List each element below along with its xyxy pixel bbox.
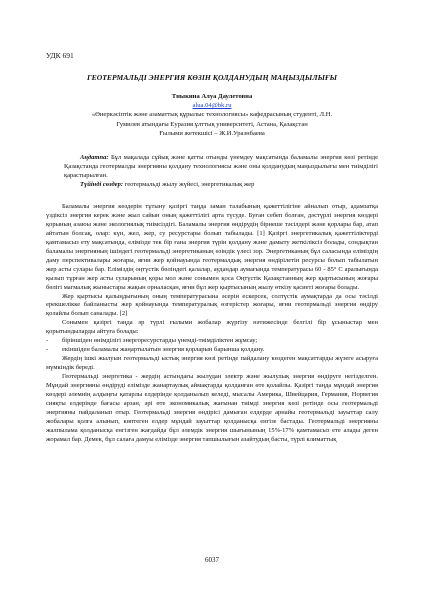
page-number: 6037 xyxy=(205,556,219,564)
abstract-label: Аңдатпа: xyxy=(80,154,109,161)
list-item: - біріншіден өнімділігі энергоресурстарды үнемді-тиімділіктен жұмсау; xyxy=(46,337,258,345)
author-email-link[interactable]: alua.04@bk.ru xyxy=(192,102,232,110)
abstract xyxy=(64,153,378,181)
author-name: Тныкина Алуа Даулетовна xyxy=(171,93,253,100)
article-body xyxy=(46,203,378,445)
article-title: ГЕОТЕРМАЛЬДІ ЭНЕРГИЯ КӨЗІН ҚОЛДАНУДЫҢ МАҢЫЗДЫЛЫҒЫ xyxy=(86,73,338,82)
keywords-text: геотермальді жылу жүйесі, энергетикалық жер xyxy=(123,181,255,188)
supervisor-line: Ғылыми жетекшісі – Ж.И.Уразнбаева xyxy=(159,129,265,137)
list-item: - екіншіден баламалы жаңартылатын энергия қорларын барынша қолдану. xyxy=(46,346,265,354)
body-paragraph-3: Сонымен қазіргі таңда әр түрлі ғылыми жобалар жүргізу нәтижесінде белгілі бір ұсыныстар мен қорытындыларды айтуға болады: xyxy=(46,319,378,336)
udk-code: УДК 691 xyxy=(46,51,74,60)
affiliation-line-2: Гумилев атындағы Еуразия ұлттық университеті, Астана, Қазақстан xyxy=(116,120,308,128)
abstract-text: Бұл мақалада сұйық және қатты отынды үнемдеу мақсатында баламалы энергия көзі ретінде Қазақстанда геотермалды энергияны қолдану технологиясы және оны қолданудың маңыздылығы мен тиімділігі қарастырылған. xyxy=(64,154,378,180)
keywords-label: Түйінді сөздер: xyxy=(80,181,124,188)
body-paragraph-1: Баламалы энергия көздерін тұтыну қазіргі таңда заман талабының қажеттілігіне айналып отыр, адамзатқа үздіксіз энергия керек және жыл сайын оның қажеттілігі арта түсуде. Буған себеп болған, дәстүрлі энергия көздері қорының азаюы және экологиялық тиімсіздігі. Баламалы энергия өндірудің бірнеше тәсілдері және қорлары бар, атап айтатын болсақ, олар: күн, жел, жер, су ресурстары болып табылады. [1] Қазіргі энергетикалық қажеттіліктерді қамтамасыз ету мақсатында, елімізде тек бір ғана энергия түрін қолдану және дамыту жеткіліксіз болады, сондықтан баламалы энергияның ішіндегі геотермальді энергетиканың өзіндік үлесі зор. Энергетиканың бұл саласында еліміздің даму перспективалары жоғары, яғни жер қойнауында геотермалдық энергия өндірілетін ресурсы болып табылатын жер асты сулары бар. Еліміздің оңтүстік бөліндегі қалалар, аудандар аумағында температурасы 60 - 85° С аралығында қызып тұрған жер асты суларының қоры мол және сонымен қоса Оңтүстік Қазақстанның жер қыртысының жоғары бөлігі магмалық жыныстары жақын орналасқан, яғни бұл жер қыртысының жылу өткізу қасиеті жоғары болады. xyxy=(46,203,378,291)
body-paragraph-5: Геотермальді энергетика - жердің астындағы жылудан электр және жылулық энергия өндіруге негізделген. Мұндай энергияны өндіруді елімізде жанартаулық аймақтарда қолданған өте қолайлы. Қазіргі таңда мұндай энергия көздері әлемнің алдыңғы қатарлы елдерінде қолданылып келеді, мысалы Америка, Швейцария, Германия, Норвегия сияқты елдерінде бағасы арзан, әрі өте экономикалық жағынан тиімді энергия көзі ретінде осы геотермальді энергияны пайдаланып отыр. Геотермальді энергия өндірісі дамыған елдерде арнайы геотермальді зауыттар салу жобалары қолға алынып, көптеген елдер мұндай зауыттар қолданысқа енгізе бастады. Геотермальді энергияны жалпылама қолданысқа енгізген жағдайда бұл әлемдік энергия шығынының 15%-17% қамтамасыз ете алады деген жорамал бар. Демек, бұл салаға дамуы елімізде энергия тапшылығын азайтудың басты, түрлі климаттық xyxy=(46,373,378,443)
keywords xyxy=(64,180,378,189)
affiliation-line-1: «Өнеркәсіптік және азаматтық құрылыс технологиясы» кафедрасының студенті, Л.Н. xyxy=(91,111,333,119)
body-paragraph-2: Жер қыртысы қалыңдығының оның температурасына әсерін ескерсек, солтүстік аумақтарда да осы тәсілді ерекшелікке байланысты жер қойнауында температуралық өзгерістер жоғары, яғни геотермальді энергия өндіру қолайлы болып саналады. [2] xyxy=(46,292,378,318)
body-paragraph-4: Жердің ішкі жылуын геотермальді ыстық энергия көзі ретінде пайдалану көздеген мақсаттарды жүзеге асыруға мүмкіндік береді. xyxy=(46,355,378,372)
author-block xyxy=(46,92,378,138)
findings-list xyxy=(46,337,378,355)
dash-bullet-icon: - xyxy=(46,346,49,354)
dash-bullet-icon: - xyxy=(46,337,49,345)
